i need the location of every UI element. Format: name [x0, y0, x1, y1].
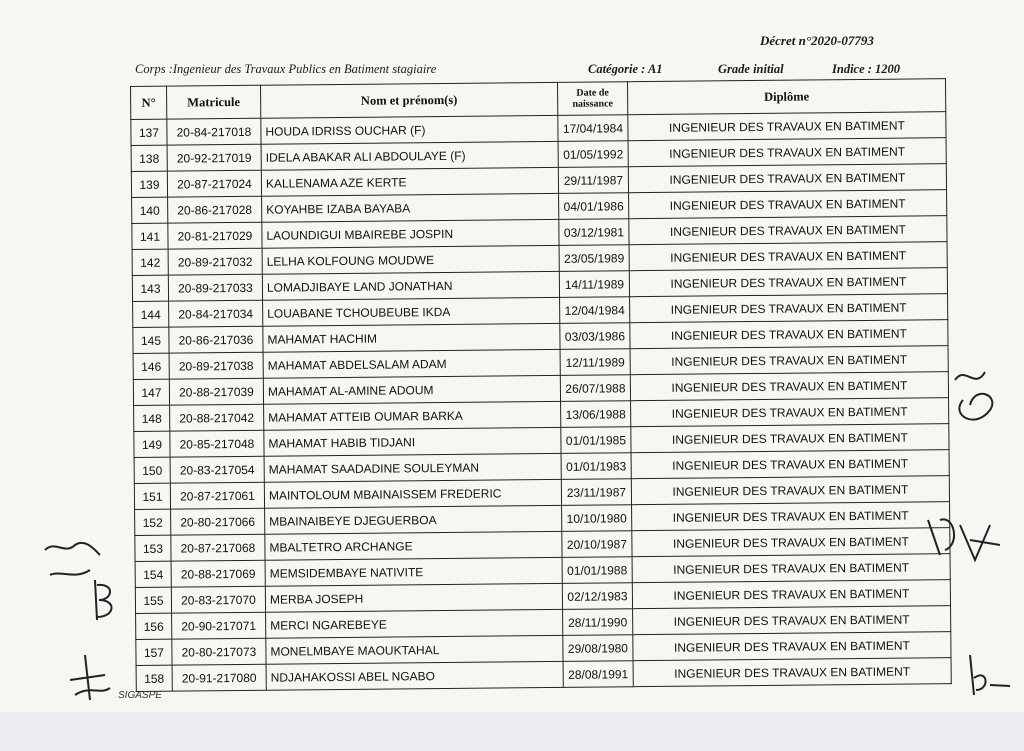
cell-matricule: 20-85-217048	[170, 430, 264, 457]
cell-diplome: INGENIEUR DES TRAVAUX EN BATIMENT	[632, 580, 950, 609]
cell-date: 29/11/1987	[558, 167, 628, 194]
cell-diplome: INGENIEUR DES TRAVAUX EN BATIMENT	[632, 502, 950, 531]
cell-matricule: 20-88-217039	[169, 378, 263, 405]
cell-num: 145	[133, 327, 169, 353]
cell-nom: LOUABANE TCHOUBEUBE IKDA	[263, 297, 560, 326]
cell-nom: MAINTOLOUM MBAINAISSEM FREDERIC	[264, 479, 561, 508]
cell-diplome: INGENIEUR DES TRAVAUX EN BATIMENT	[632, 528, 950, 557]
signature-mark-4	[85, 575, 125, 625]
cell-date: 03/12/1981	[559, 219, 629, 246]
signature-mark-5	[65, 650, 115, 705]
header-matricule: Matricule	[167, 85, 261, 119]
cell-matricule: 20-81-217029	[168, 222, 262, 249]
cell-num: 141	[132, 223, 168, 249]
grade-label: Grade initial	[718, 62, 784, 76]
cell-diplome: INGENIEUR DES TRAVAUX EN BATIMENT	[631, 398, 949, 427]
header-num: N°	[131, 86, 167, 119]
cell-diplome: INGENIEUR DES TRAVAUX EN BATIMENT	[629, 242, 947, 271]
cell-date: 17/04/1984	[558, 115, 628, 142]
cell-diplome: INGENIEUR DES TRAVAUX EN BATIMENT	[630, 320, 948, 349]
personnel-table	[130, 78, 952, 692]
cell-matricule: 20-87-217061	[170, 482, 264, 509]
cell-matricule: 20-83-217054	[170, 456, 264, 483]
cell-num: 149	[134, 431, 170, 457]
cell-matricule: 20-86-217028	[168, 196, 262, 223]
cell-nom: LELHA KOLFOUNG MOUDWE	[262, 245, 559, 274]
cell-nom: LAOUNDIGUI MBAIREBE JOSPIN	[262, 219, 559, 248]
cell-matricule: 20-87-217068	[171, 534, 265, 561]
cell-nom: MAHAMAT HABIB TIDJANI	[264, 427, 561, 456]
cell-nom: MONELMBAYE MAOUKTAHAL	[266, 635, 563, 664]
cell-matricule: 20-90-217071	[172, 612, 266, 639]
signature-mark-6	[960, 650, 1020, 705]
cell-num: 148	[134, 405, 170, 431]
cell-nom: IDELA ABAKAR ALI ABDOULAYE (F)	[261, 141, 558, 170]
cell-num: 144	[133, 301, 169, 327]
cell-nom: MAHAMAT ABDELSALAM ADAM	[263, 349, 560, 378]
cell-matricule: 20-88-217069	[171, 560, 265, 587]
cell-matricule: 20-89-217032	[168, 248, 262, 275]
table-body	[131, 112, 951, 692]
header-naissance-line1: Date de	[576, 87, 609, 99]
cell-nom: HOUDA IDRISS OUCHAR (F)	[261, 115, 558, 144]
cell-date: 23/11/1987	[561, 479, 631, 506]
cell-matricule: 20-86-217036	[169, 326, 263, 353]
cell-matricule: 20-89-217033	[168, 274, 262, 301]
cell-diplome: INGENIEUR DES TRAVAUX EN BATIMENT	[630, 346, 948, 375]
header-nom: Nom et prénom(s)	[260, 82, 557, 118]
cell-nom: MAHAMAT SAADADINE SOULEYMAN	[264, 453, 561, 482]
footer-label: SIGASPE	[118, 690, 162, 701]
cell-nom: MAHAMAT AL-AMINE ADOUM	[263, 375, 560, 404]
cell-nom: KALLENAMA AZE KERTE	[261, 167, 558, 196]
cell-date: 28/11/1990	[563, 609, 633, 636]
cell-nom: KOYAHBE IZABA BAYABA	[262, 193, 559, 222]
cell-num: 154	[135, 561, 171, 587]
cell-date: 26/07/1988	[560, 375, 630, 402]
corps-label: Corps :Ingenieur des Travaux Publics en Batiment stagiaire	[135, 62, 437, 76]
cell-nom: MAHAMAT HACHIM	[263, 323, 560, 352]
cell-diplome: INGENIEUR DES TRAVAUX EN BATIMENT	[630, 294, 948, 323]
cell-nom: MBAINAIBEYE DJEGUERBOA	[265, 505, 562, 534]
cell-date: 29/08/1980	[563, 635, 633, 662]
cell-diplome: INGENIEUR DES TRAVAUX EN BATIMENT	[631, 476, 949, 505]
cell-nom: MEMSIDEMBAYE NATIVITE	[265, 557, 562, 586]
cell-diplome: INGENIEUR DES TRAVAUX EN BATIMENT	[628, 164, 946, 193]
header-naissance	[557, 82, 627, 116]
header-naissance-line2: naissance	[572, 98, 614, 110]
cell-date: 28/08/1991	[563, 661, 633, 688]
cell-date: 12/04/1984	[560, 297, 630, 324]
cell-num: 155	[135, 587, 171, 613]
cell-matricule: 20-83-217070	[171, 586, 265, 613]
cell-nom: LOMADJIBAYE LAND JONATHAN	[262, 271, 559, 300]
cell-num: 153	[135, 535, 171, 561]
cell-nom: NDJAHAKOSSI ABEL NGABO	[266, 661, 563, 690]
cell-date: 14/11/1989	[559, 271, 629, 298]
cell-diplome: INGENIEUR DES TRAVAUX EN BATIMENT	[632, 554, 950, 583]
cell-num: 157	[136, 639, 172, 665]
cell-date: 10/10/1980	[562, 505, 632, 532]
categorie-label: Catégorie : A1	[588, 62, 663, 76]
cell-date: 12/11/1989	[560, 349, 630, 376]
cell-diplome: INGENIEUR DES TRAVAUX EN BATIMENT	[629, 268, 947, 297]
signature-mark-1	[945, 360, 1015, 430]
cell-num: 143	[132, 275, 168, 301]
cell-num: 158	[136, 665, 172, 691]
cell-nom: MAHAMAT ATTEIB OUMAR BARKA	[264, 401, 561, 430]
cell-date: 03/03/1986	[560, 323, 630, 350]
cell-diplome: INGENIEUR DES TRAVAUX EN BATIMENT	[630, 372, 948, 401]
cell-date: 01/05/1992	[558, 141, 628, 168]
cell-nom: MERBA JOSEPH	[265, 583, 562, 612]
cell-diplome: INGENIEUR DES TRAVAUX EN BATIMENT	[633, 632, 951, 661]
cell-matricule: 20-89-217038	[169, 352, 263, 379]
cell-num: 151	[134, 483, 170, 509]
cell-matricule: 20-87-217024	[167, 170, 261, 197]
cell-num: 138	[131, 145, 167, 171]
cell-diplome: INGENIEUR DES TRAVAUX EN BATIMENT	[631, 424, 949, 453]
signature-mark-2	[920, 505, 1010, 575]
cell-date: 04/01/1986	[559, 193, 629, 220]
cell-num: 142	[132, 249, 168, 275]
cell-nom: MBALTETRO ARCHANGE	[265, 531, 562, 560]
personnel-table-wrapper	[130, 78, 951, 692]
cell-date: 13/06/1988	[561, 401, 631, 428]
cell-date: 01/01/1983	[561, 453, 631, 480]
cell-date: 20/10/1987	[562, 531, 632, 558]
cell-diplome: INGENIEUR DES TRAVAUX EN BATIMENT	[629, 216, 947, 245]
cell-matricule: 20-84-217018	[167, 118, 261, 145]
cell-date: 01/01/1985	[561, 427, 631, 454]
cell-num: 140	[132, 197, 168, 223]
cell-date: 01/01/1988	[562, 557, 632, 584]
indice-label: Indice : 1200	[832, 62, 901, 76]
cell-num: 147	[133, 379, 169, 405]
cell-matricule: 20-80-217073	[172, 638, 266, 665]
cell-matricule: 20-80-217066	[171, 508, 265, 535]
cell-num: 146	[133, 353, 169, 379]
cell-date: 23/05/1989	[559, 245, 629, 272]
cell-matricule: 20-91-217080	[172, 664, 266, 691]
cell-num: 137	[131, 119, 167, 145]
cell-num: 156	[136, 613, 172, 639]
cell-nom: MERCI NGAREBEYE	[266, 609, 563, 638]
cell-diplome: INGENIEUR DES TRAVAUX EN BATIMENT	[628, 112, 946, 141]
cell-diplome: INGENIEUR DES TRAVAUX EN BATIMENT	[633, 658, 951, 687]
bottom-margin	[0, 712, 1024, 751]
cell-diplome: INGENIEUR DES TRAVAUX EN BATIMENT	[631, 450, 949, 479]
cell-diplome: INGENIEUR DES TRAVAUX EN BATIMENT	[628, 138, 946, 167]
cell-matricule: 20-84-217034	[169, 300, 263, 327]
cell-num: 139	[131, 171, 167, 197]
header-diplome: Diplôme	[627, 79, 945, 115]
cell-num: 150	[134, 457, 170, 483]
cell-num: 152	[135, 509, 171, 535]
decree-number: Décret n°2020-07793	[760, 33, 874, 48]
cell-matricule: 20-88-217042	[170, 404, 264, 431]
cell-diplome: INGENIEUR DES TRAVAUX EN BATIMENT	[629, 190, 947, 219]
cell-diplome: INGENIEUR DES TRAVAUX EN BATIMENT	[633, 606, 951, 635]
cell-matricule: 20-92-217019	[167, 144, 261, 171]
cell-date: 02/12/1983	[562, 583, 632, 610]
